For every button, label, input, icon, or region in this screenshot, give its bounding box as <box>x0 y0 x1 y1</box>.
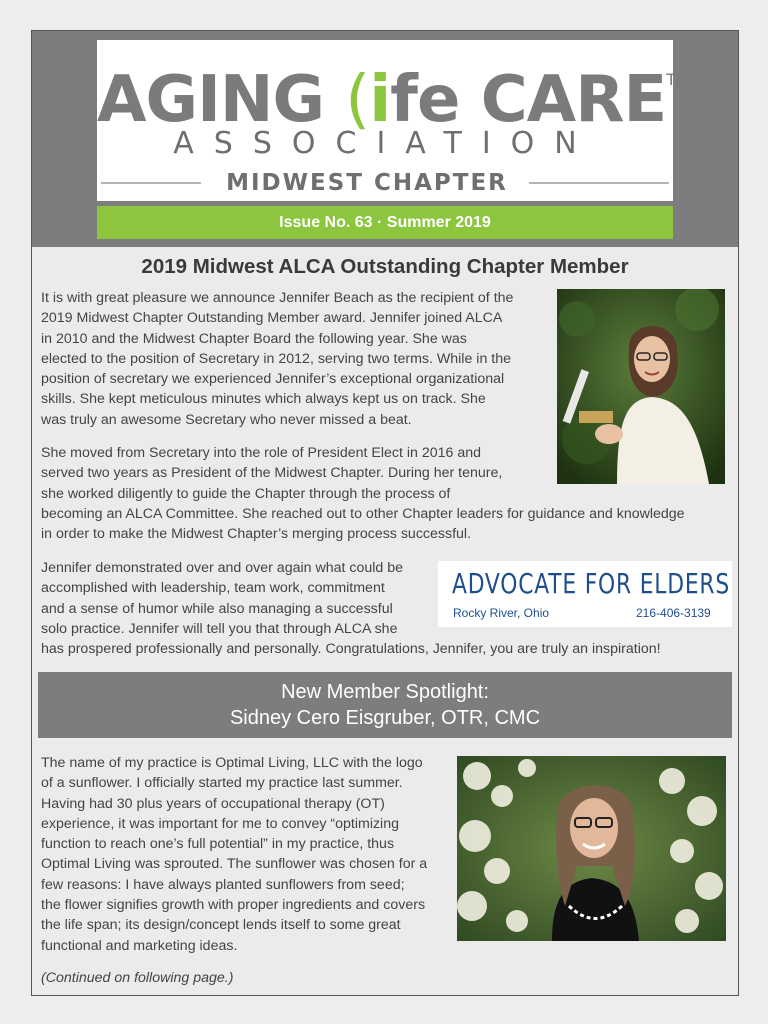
article-paragraph-2: She moved from Secretary into the role of President Elect in 2016 and served two years as President of the Midwest Chapter. During her tenure, she worked diligently to guide the Chapter through the process of becoming an ALCA Committee. She reached out to other Chapter leaders for guidance and knowledge in order to make the Midwest Chapter’s merging process successful. <box>41 445 685 543</box>
logo-association: ASSOCIATION <box>173 126 597 161</box>
logo-chapter: MIDWEST CHAPTER <box>97 168 673 198</box>
issue-banner: Issue No. 63 · Summer 2019 <box>97 206 673 239</box>
article-paragraph-1: It is with great pleasure we announce Jennifer Beach as the recipient of the 2019 Midwest Chapter Outstanding Member award. Jennifer joined ALCA in 2010 and the Midwest Chapter Board the following year. She was elected to the position of Secretary in 2012, serving two terms. While in the position of secretary we experienced Jennifer’s exceptional organizational skills. She kept meticulous minutes which always kept us on track. She was truly an awesome Secretary who never missed a beat. <box>41 290 514 428</box>
spotlight-banner: New Member Spotlight: Sidney Cero Eisgruber, OTR, CMC <box>38 672 732 738</box>
article-paragraph-3: Jennifer demonstrated over and over again what could be accomplished with leadership, team work, commitment and a sense of humor while also managing a successful solo practice. Jennifer will tell you that through ALCA she has prospered professionally and personally. Congratulations, Jennifer, you are truly an inspiration! <box>41 560 661 658</box>
logo-wordmark: AGING (ife CARE™ <box>97 63 688 137</box>
header-band <box>32 31 738 247</box>
article-title: 2019 Midwest ALCA Outstanding Chapter Member <box>141 255 629 278</box>
alca-logo <box>97 40 688 201</box>
sidney-eisgruber-photo <box>457 756 726 941</box>
continued-note: (Continued on following page.) <box>41 970 234 986</box>
advocate-for-elders-logo: ADVOCATE FOR ELDERS Rocky River, Ohio 216-406-3139 <box>438 561 732 627</box>
newsletter-page <box>31 30 739 996</box>
divider <box>101 182 201 184</box>
divider <box>529 182 669 184</box>
spotlight-paragraph: The name of my practice is Optimal Living, LLC with the logo of a sunflower. I officially started my practice last summer. Having had 30 plus years of occupational therapy (OT) experience, it was important for me to convey “optimizing function to reach one’s full potential” in my practice, thus Optimal Living was sprouted. The sunflower was chosen for a few reasons: I have always planted sunflowers from seed; the flower signifies growth with proper ingredients and covers the life span; its design/concept lends itself to some great functional and marketing ideas. <box>41 755 428 954</box>
